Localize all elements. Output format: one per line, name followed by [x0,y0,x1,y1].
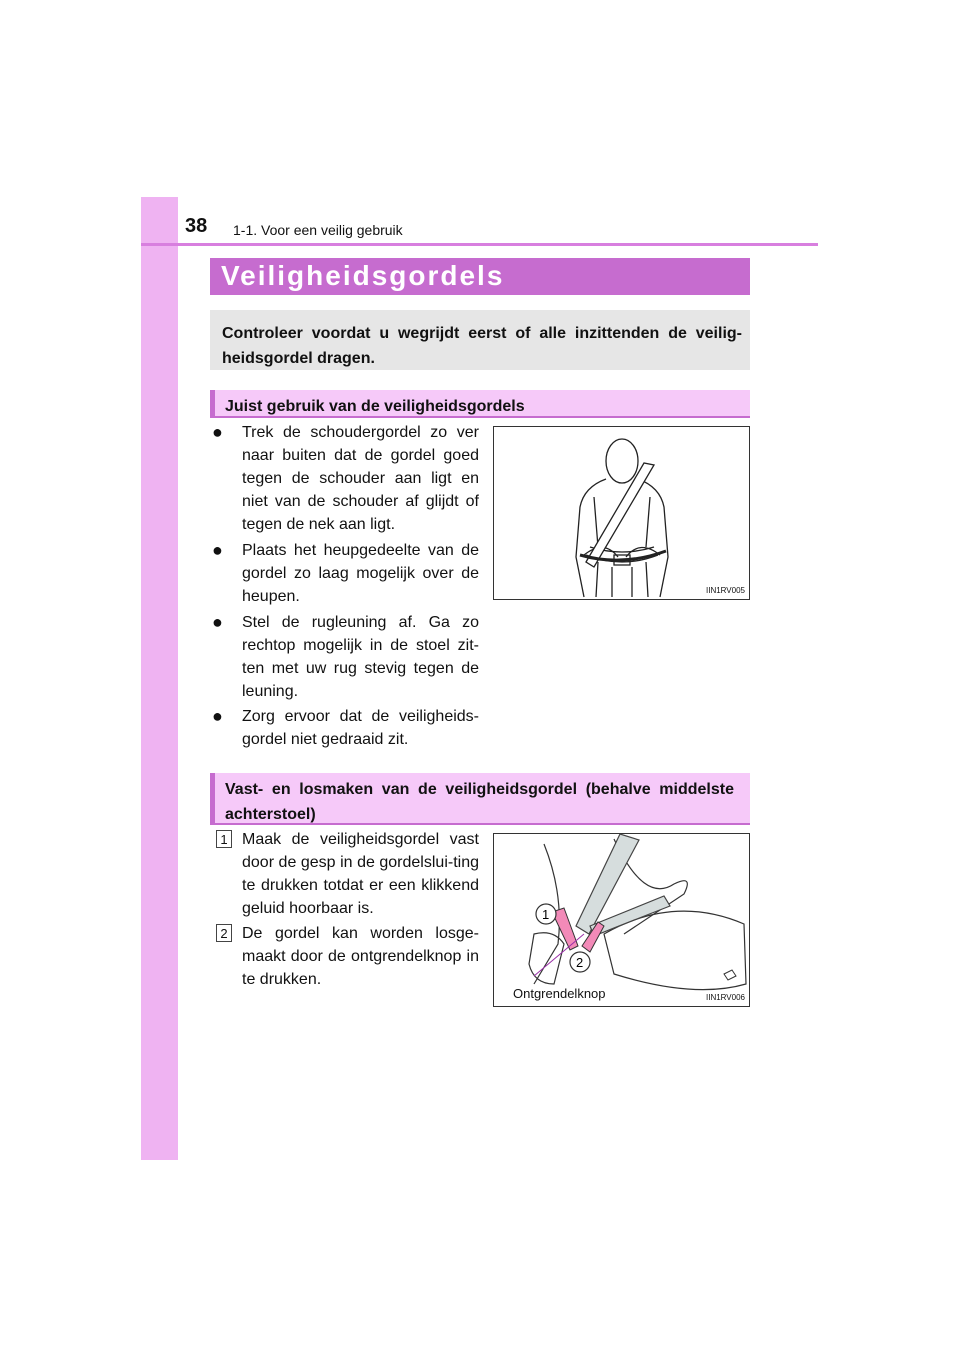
bullet-item [212,611,479,703]
bullet-dot: ● [212,422,223,442]
title-banner [210,258,750,295]
page-title: Veiligheidsgordels [221,260,505,291]
bullet-item [212,539,479,608]
page-number: 38 [185,215,208,237]
bullet-dot: ● [212,612,223,632]
section1-heading-text: Juist gebruik van de veiligheidsgordels [225,398,525,415]
section2-heading-text: Vast- en losmaken van de veiligheidsgordel (behalve middelste achterstoel) [225,781,734,823]
seatbelt-posture-figure [493,426,750,600]
bullet-text: Stel de rugleuning af. Ga zo rechtop mogelijk in de stoel zit-ten met uw rug stevig tegen de leuning. [242,614,479,700]
section2-heading [210,773,750,825]
seated-person-illustration [494,427,751,601]
step-item [220,828,479,920]
bullet-dot: ● [212,540,223,560]
step-number-badge: 2 [216,924,232,942]
callout-1: 1 [542,907,550,922]
release-button-label: Ontgrendelknop [513,986,606,1001]
step-text: De gordel kan worden losge-maakt door de ontgrendelknop in te drukken. [242,925,479,988]
bullet-item [212,705,479,751]
step-item [220,922,479,991]
seat-buckle-illustration [494,834,751,1008]
header-rule [141,243,818,246]
step-number-badge: 1 [216,830,232,848]
section1-heading [210,390,750,418]
section-label: 1-1. Voor een veilig gebruik [233,222,403,238]
bullet-text: Plaats het heupgedeelte van de gordel zo laag mogelijk over de heupen. [242,542,479,605]
bullet-text: Trek de schoudergordel zo ver naar buiten dat de gordel goed tegen de schouder aan ligt en niet van de schouder af glijdt of tegen de nek aan ligt. [242,424,479,533]
intro-box [210,310,750,370]
step-text: Maak de veiligheidsgordel vast door de gesp in de gordelslui-ting te drukken totdat er een klikkend geluid hoorbaar is. [242,831,479,917]
buckle-figure [493,833,750,1007]
intro-text: Controleer voordat u wegrijdt eerst of alle inzittenden de veilig-heidsgordel dragen. [222,325,742,367]
bullet-text: Zorg ervoor dat de veiligheids-gordel niet gedraaid zit. [242,708,479,748]
bullet-item [212,421,479,536]
figure-code: IIN1RV006 [706,993,745,1002]
bullet-dot: ● [212,706,223,726]
figure-code: IIN1RV005 [706,586,745,595]
callout-2: 2 [576,955,584,970]
side-tab-bar [141,197,178,1160]
